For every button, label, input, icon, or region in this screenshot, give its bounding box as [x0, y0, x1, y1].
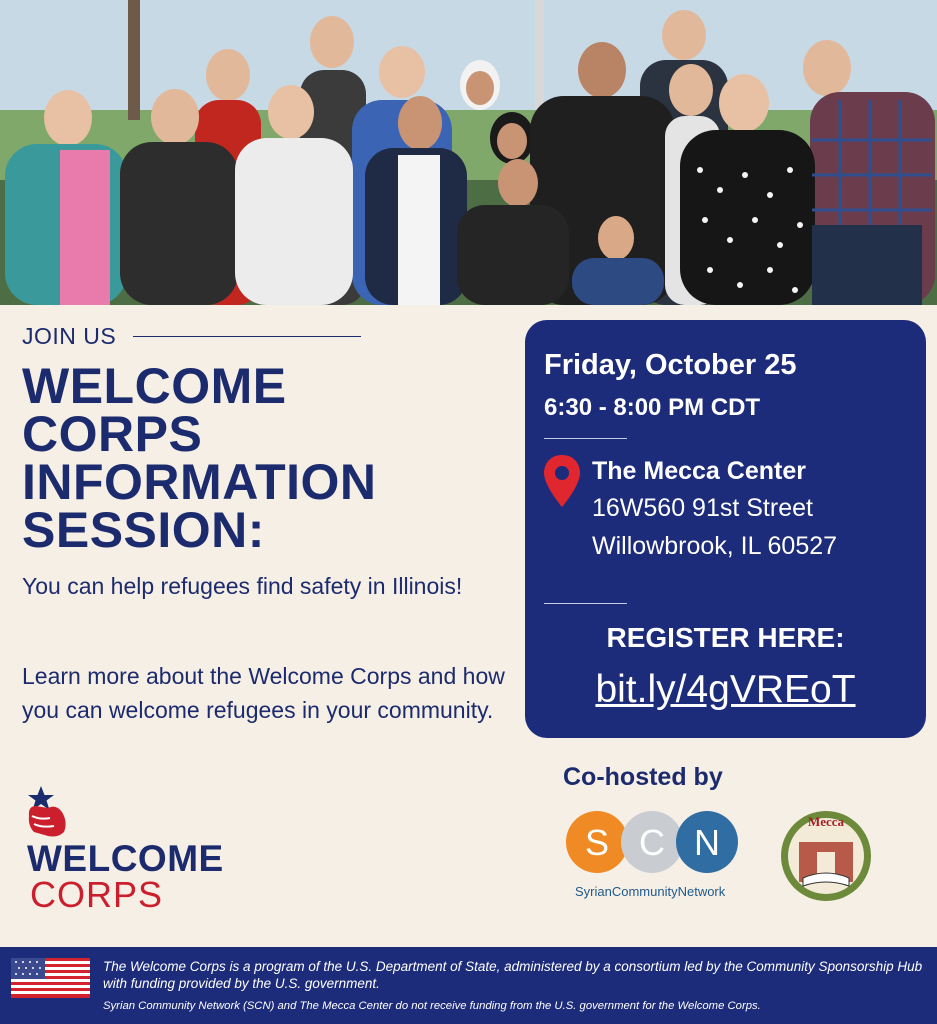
- intro-paragraph: You can help refugees find safety in Illinois!: [22, 573, 463, 599]
- location-pin-icon: [542, 453, 582, 509]
- join-us-kicker: JOIN US: [22, 323, 117, 349]
- register-link[interactable]: bit.ly/4gVREoT: [595, 668, 856, 711]
- kicker-divider: [133, 336, 361, 337]
- cohosted-by-label: Co-hosted by: [563, 763, 723, 791]
- card-divider: [544, 438, 627, 439]
- scn-letter: C: [639, 822, 665, 863]
- logo-corps-word: CORPS: [30, 874, 164, 915]
- footer-disclaimer-line2: Syrian Community Network (SCN) and The Mecca Center do not receive funding from the U.S. government for the Welcome Corps.: [103, 1000, 761, 1012]
- title-line: WELCOME: [22, 358, 287, 414]
- mecca-logo-lettering: Mecca: [807, 814, 845, 829]
- title-line: SESSION:: [22, 502, 265, 558]
- title-line: INFORMATION: [22, 454, 377, 510]
- mecca-center-logo: [779, 804, 873, 904]
- venue-name: The Mecca Center: [592, 457, 806, 485]
- group-photo-illustration: [0, 0, 937, 305]
- event-date: Friday, October 25: [544, 349, 797, 381]
- title-line: CORPS: [22, 406, 203, 462]
- learn-more-paragraph: Learn more about the Welcome Corps and how you can welcome refugees in your community.: [22, 663, 505, 723]
- us-flag-icon: [11, 958, 90, 998]
- scn-name: SyrianCommunityNetwork: [575, 884, 726, 899]
- event-time: 6:30 - 8:00 PM CDT: [544, 394, 761, 421]
- venue-address-line2: Willowbrook, IL 60527: [592, 532, 838, 560]
- register-label: REGISTER HERE:: [606, 622, 845, 653]
- venue-address-line1: 16W560 91st Street: [592, 494, 813, 522]
- footer-disclaimer: [0, 947, 937, 1024]
- card-divider: [544, 603, 627, 604]
- page-title: [22, 358, 492, 558]
- scn-letter: N: [694, 822, 720, 863]
- event-details-card: [525, 320, 926, 738]
- group-photo: [0, 0, 937, 305]
- logo-welcome-word: WELCOME: [27, 838, 224, 879]
- scn-letter: S: [584, 822, 610, 863]
- footer-disclaimer-line1: The Welcome Corps is a program of the U.S. Department of State, administered by a consortium led by the Community Sponsorship Hub with funding provided by the U.S. government.: [103, 959, 923, 991]
